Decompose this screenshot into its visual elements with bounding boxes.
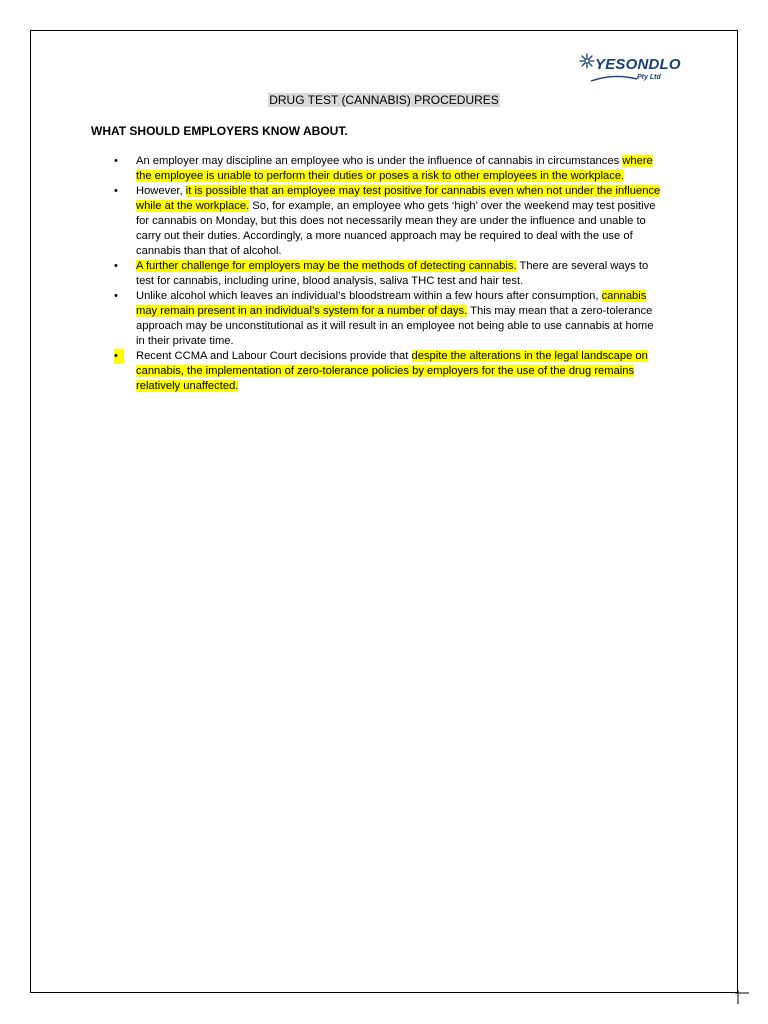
bullet-text: There are several ways to test for cannabis, including urine, blood analysis, saliva THC test and hair test.	[136, 260, 649, 287]
document-title-row	[31, 93, 737, 108]
document-title: DRUG TEST (CANNABIS) PROCEDURES	[269, 93, 499, 107]
highlighted-text: cannabis may remain present in an individual’s system for a number of days.	[136, 290, 647, 317]
page-corner-mark	[735, 990, 749, 1004]
bullet-dot-icon: •	[114, 349, 124, 364]
bullet-item	[31, 289, 661, 349]
bullet-item	[31, 154, 661, 184]
logo-star-icon	[579, 53, 595, 69]
bullet-dot-icon: •	[114, 260, 118, 272]
bullet-text: Unlike alcohol which leaves an individual’s bloodstream within a few hours after consumption,	[136, 290, 602, 302]
highlighted-text: it is possible that an employee may test positive for cannabis even when not under the influence while at the workplace.	[136, 185, 661, 212]
highlighted-text: A further challenge for employers may be the methods of detecting cannabis.	[136, 260, 517, 272]
bullet-text: So, for example, an employee who gets ‘high’ over the weekend may test positive for cannabis on Monday, but this does not necessarily mean they are under the influence and unable to carry out their duties. Accordingly, a more nuanced approach may be required to deal with the use of cannabis than that of alcohol.	[136, 200, 656, 257]
bullet-item	[31, 184, 661, 259]
bullet-dot-icon: •	[114, 290, 118, 302]
bullet-text: This may mean that a zero-tolerance approach may be unconstitutional as it will result in an employee not being able to use cannabis at home in their private time.	[136, 305, 654, 347]
logo-name: YESONDLO	[595, 56, 681, 73]
logo-suffix: Pty Ltd	[637, 74, 661, 81]
bullet-dot-icon: •	[114, 155, 118, 167]
bullet-text: However,	[136, 185, 186, 197]
logo-swoosh-icon	[589, 75, 639, 85]
bullet-dot-icon: •	[114, 185, 118, 197]
highlighted-text: where the employee is unable to perform their duties or poses a risk to other employees in the workplace.	[136, 155, 653, 182]
section-heading: WHAT SHOULD EMPLOYERS KNOW ABOUT.	[91, 124, 348, 138]
bullet-item	[31, 259, 661, 289]
company-logo	[579, 53, 679, 93]
bullet-text: Recent CCMA and Labour Court decisions provide that	[136, 350, 412, 362]
bullet-text: An employer may discipline an employee who is under the influence of cannabis in circumstances	[136, 155, 623, 167]
bullet-item	[31, 349, 661, 394]
document-page	[30, 30, 738, 993]
highlighted-text: despite the alterations in the legal landscape on cannabis, the implementation of zero-tolerance policies by employers for the use of the drug remains relatively unaffected.	[136, 350, 648, 392]
bullet-list	[31, 154, 737, 394]
